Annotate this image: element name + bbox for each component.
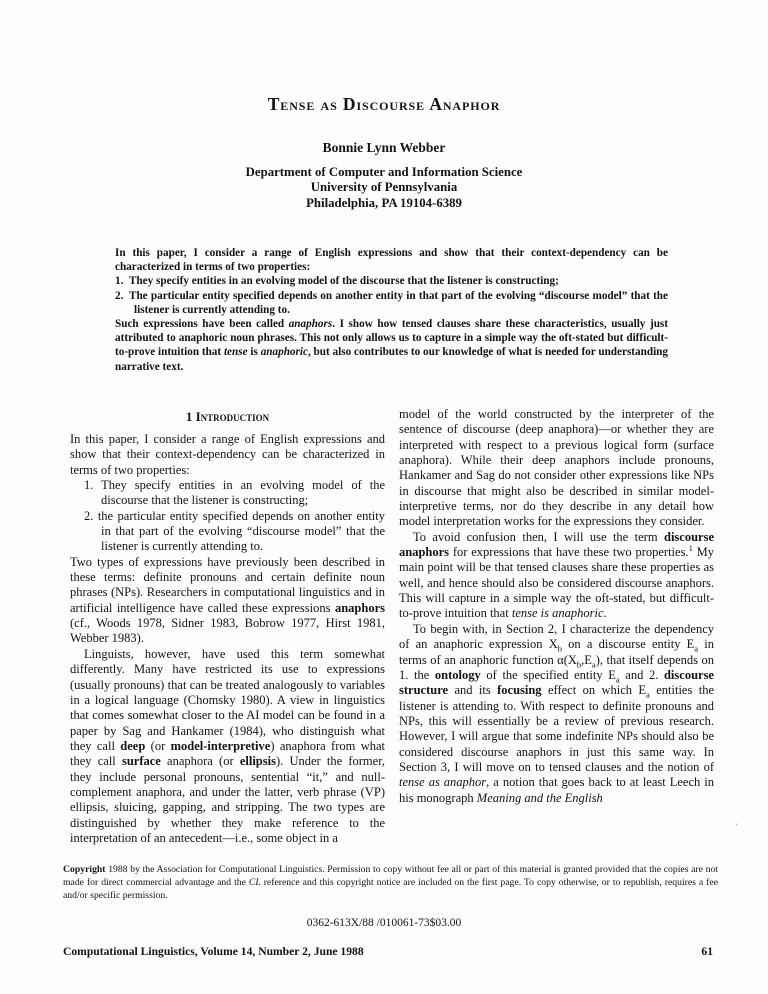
intro-paragraph-6: To begin with, in Section 2, I characterize the dependency of an anaphoric expression $X_b$ on a discourse entity $E_a$ in terms of an anaphoric function $\alpha(X_b,E_a)$, that itself depends on 1. the ontology of the specified entity $E_a$ and 2. discourse structure and its focusing effect on which $E_a$ entities the listener is attending to. With respect to definite pronouns and NPs, this will essentially be a review of previous research. However, I will argue that some indefinite NPs should also be considered discourse anaphors in just this same way. In Section 3, I will move on to tensed clauses and the notion of tense as anaphor, a notion that goes back to at least Leech in his monograph Meaning and the English — [399, 621, 714, 805]
page-footer — [63, 945, 713, 958]
right-column — [399, 407, 714, 859]
intro-item-1 — [70, 478, 385, 509]
intro-paragraph-3: Linguists, however, have used this term somewhat differently. Many have restricted its use to expressions (usually pronouns) that can be treated analogously to variables in a logical language (Chomsky 1980). A view in linguistics that comes somewhat closer to the AI model can be found in a paper by Sag and Hankamer (1984), who distinguish what they call deep (or model-interpretive) anaphora from what they call surface anaphora (or ellipsis). Under the former, they include personal pronouns, sentential “it,” and null-complement anaphora, and under the latter, verb phrase (VP) ellipsis, sluicing, gapping, and stripping. The two types are distinguished by whether they make reference to the interpretation of an antecedent—i.e., some object in a — [70, 646, 385, 845]
abstract-closing: Such expressions have been called anaphors. I show how tensed clauses share these characteristics, usually just attributed to anaphoric noun phrases. This not only allows us to capture in a simple way the oft-stated but difficult-to-prove intuition that tense is anaphoric, but also contributes to our knowledge of what is needed for understanding narrative text. — [115, 318, 668, 373]
intro-paragraph-2: Two types of expressions have previously been described in these terms: definite pronouns and certain definite noun phrases (NPs). Researchers in computational linguistics and in artificial intelligence have called these expressions anaphors (cf., Woods 1978, Sidner 1983, Bobrow 1977, Hirst 1981, Webber 1983). — [70, 554, 385, 646]
intro-item-1-text: They specify entities in an evolving model of the discourse that the listener is constructing; — [101, 478, 385, 508]
affiliation-block — [0, 165, 768, 211]
abstract-item-1-text: They specify entities in an evolving model of the discourse that the listener is constructing; — [128, 275, 559, 288]
page-number: 61 — [701, 945, 713, 958]
author-name: Bonnie Lynn Webber — [322, 140, 446, 155]
journal-citation: Computational Linguistics, Volume 14, Number 2, June 1988 — [63, 945, 364, 958]
abstract-item-1-number: 1. — [115, 275, 124, 288]
abstract-block — [115, 246, 668, 374]
intro-paragraph-5: To avoid confusion then, I will use the term discourse anaphors for expressions that have these two properties.$^1$ My main point will be that tensed clauses share these properties as well, and hence should also be considered discourse anaphors. This will capture in a simple way the oft-stated, but difficult-to-prove intuition that tense is anaphoric. — [399, 529, 714, 621]
abstract-item-2-number: 2. — [115, 289, 124, 302]
paper-header — [0, 94, 768, 211]
affiliation-university: University of Pennsylvania — [310, 180, 458, 195]
abstract-lead: In this paper, I consider a range of English expressions and show that their context-dependency can be characterized in terms of two properties: — [115, 247, 668, 274]
section-number: 1 — [185, 409, 193, 424]
intro-item-1-number: 1. — [84, 478, 94, 493]
intro-item-2-text: the particular entity specified depends on another entity in that part of the evolving “discourse model” that the listener is currently attending to. — [97, 508, 385, 554]
abstract-item-2 — [115, 289, 668, 317]
abstract-item-1 — [115, 274, 668, 288]
abstract-item-2-text: The particular entity specified depends on another entity in that part of the evolving “discourse model” that the listener is currently attending to. — [128, 289, 668, 316]
body-columns — [70, 407, 714, 859]
scan-artifact: ’ — [735, 822, 738, 832]
affiliation-address: Philadelphia, PA 19104-6389 — [306, 195, 462, 210]
intro-paragraph-4: model of the world constructed by the interpreter of the sentence of discourse (deep anaphora)—or whether they are interpreted with respect to a previous logical form (surface anaphora). While their deep anaphors include pronouns, Hankamer and Sag do not consider other expressions like NPs in discourse that might also be described in similar model-interpretive terms, nor do they describe in any detail how model interpretation works for the expressions they consider. — [399, 407, 714, 529]
left-column — [70, 407, 385, 859]
page-title: Tense as Discourse Anaphor — [267, 94, 501, 114]
affiliation-department: Department of Computer and Information Science — [245, 165, 523, 179]
intro-item-2-number: 2. — [84, 508, 94, 523]
section-title: Introduction — [195, 409, 270, 424]
issn-line: 0362-613X/88 /010061-73$03.00 — [306, 917, 462, 929]
copyright-notice: Copyright 1988 by the Association for Computational Linguistics. Permission to copy without fee all or part of this material is granted provided that the copies are not made for direct commercial advantage and the CL reference and this copyright notice are included on the first page. To copy otherwise, or to republish, requires a fee and/or specific permission. — [63, 864, 718, 902]
intro-paragraph-1: In this paper, I consider a range of English expressions and show that their context-dependency can be characterized in terms of two properties: — [70, 432, 385, 477]
intro-item-2 — [70, 509, 385, 555]
section-heading — [70, 409, 385, 425]
